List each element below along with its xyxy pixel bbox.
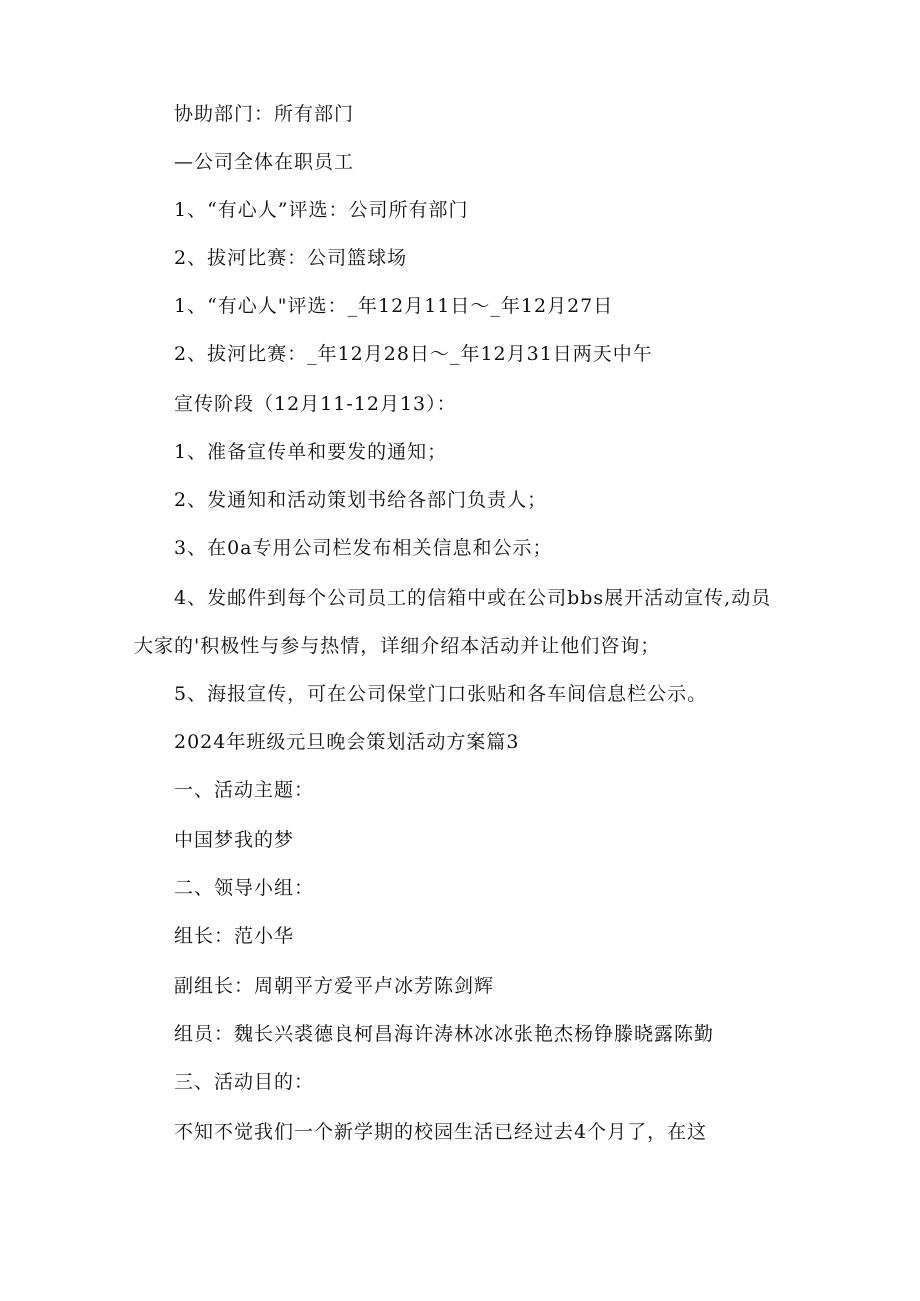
text-line-venue-selection: 1、“有心人”评选：公司所有部门 (174, 199, 469, 221)
text-line-leadership-heading: 二、领导小组： (174, 877, 315, 899)
text-line-deputy-leaders: 副组长：周朝平方爱平卢冰芳陈剑辉 (174, 975, 495, 997)
text-line-purpose: 不知不觉我们一个新学期的校园生活已经过去4个月了，在这 (174, 1121, 708, 1143)
text-line-step-4-cont: 大家的'积极性与参与热情，详细介绍本活动并让他们咨询； (134, 635, 661, 657)
text-line-all-staff: —公司全体在职员工 (174, 151, 355, 173)
text-line-purpose-heading: 三、活动目的： (174, 1071, 315, 1093)
text-line-date-tug-of-war: 2、拔河比赛：_年12月28日～_年12月31日两天中午 (174, 343, 653, 365)
text-line-venue-tug-of-war: 2、拔河比赛：公司篮球场 (174, 247, 408, 269)
text-line-theme-heading: 一、活动主题： (174, 779, 315, 801)
text-line-step-4: 4、发邮件到每个公司员工的信箱中或在公司bbs展开活动宣传,动员 (174, 587, 772, 609)
text-line-assist-dept: 协助部门：所有部门 (174, 103, 355, 125)
text-line-leader: 组长：范小华 (174, 925, 295, 947)
text-line-theme: 中国梦我的梦 (174, 829, 295, 851)
text-line-date-selection: 1、“有心人"评选：_年12月11日～_年12月27日 (174, 295, 614, 317)
text-line-step-1: 1、准备宣传单和要发的通知； (174, 441, 448, 463)
text-line-members: 组员：魏长兴裘德良柯昌海许涛林冰冰张艳杰杨铮滕晓露陈勤 (174, 1023, 715, 1045)
section-heading-plan-3: 2024年班级元旦晚会策划活动方案篇3 (174, 731, 520, 753)
text-line-step-2: 2、发通知和活动策划书给各部门负责人； (174, 489, 548, 511)
text-line-promotion-stage: 宣传阶段（12月11-12月13）： (174, 393, 457, 415)
text-line-step-3: 3、在0a专用公司栏发布相关信息和公示； (174, 537, 553, 559)
text-line-step-5: 5、海报宣传，可在公司保堂门口张贴和各车间信息栏公示。 (174, 683, 708, 705)
